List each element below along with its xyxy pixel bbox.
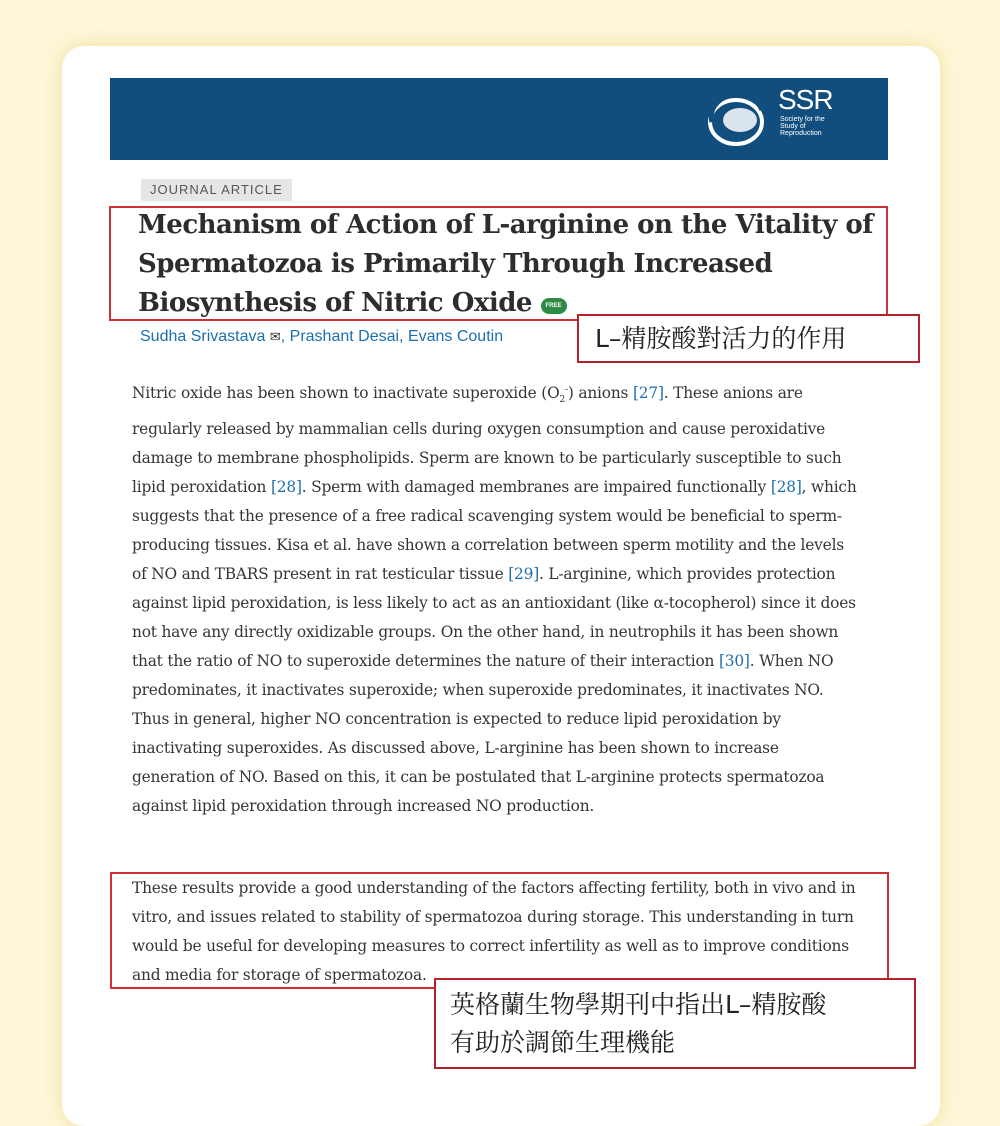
- author-separator: ,: [399, 328, 408, 345]
- citation-link[interactable]: [28]: [770, 478, 802, 497]
- text-run: . L-arginine, which provides protection against lipid peroxidation, is less likely to act as an antioxidant (like α-tocopherol) since it does not have any directly oxidizable groups. On the other hand, in neutrophils it has been shown that the ratio of NO to superoxide determines the nature of their interaction: [132, 565, 856, 671]
- text-run: , which suggests that the presence of a free radical scavenging system would be beneficial to sperm-producing tissues. Kisa et al. have shown a correlation between sperm motility and the levels of NO and TBARS present in rat testicular tissue: [132, 478, 857, 584]
- article-type-badge: JOURNAL ARTICLE: [141, 179, 292, 201]
- logo-text: SSR: [778, 84, 833, 115]
- superscript: -: [565, 385, 568, 395]
- citation-link[interactable]: [28]: [270, 478, 302, 497]
- body-paragraph-2: These results provide a good understanding of the factors affecting fertility, both in vivo and in vitro, and issues related to stability of spermatozoa during storage. This understanding in turn would be useful for developing measures to correct infertility as well as to improve conditions and media for storage of spermatozoa.: [132, 879, 856, 984]
- text-run: . These anions are regularly released by mammalian cells during oxygen consumption and cause peroxidative damage to membrane phospholipids. Sperm are known to be particularly susceptible to such lipid peroxidation: [132, 384, 842, 497]
- logo-subtext: Society for the Study of Reproduction: [780, 116, 825, 137]
- author-link[interactable]: Prashant Desai: [289, 328, 400, 345]
- author-link[interactable]: Evans Coutin: [407, 328, 504, 345]
- free-access-icon: FREE: [541, 298, 567, 314]
- title-callout: L–精胺酸對活力的作用: [577, 314, 920, 363]
- journal-banner: [110, 78, 888, 160]
- text-run: . When NO predominates, it inactivates superoxide; when superoxide predominates, it inactivates NO. Thus in general, higher NO concentration is expected to reduce lipid peroxidation by inactivating superoxides. As discussed above, L-arginine has been shown to increase generation of NO. Based on this, it can be postulated that L-arginine protects spermatozoa against lipid peroxidation through increased NO production.: [132, 652, 834, 816]
- author-list: [140, 328, 503, 346]
- subscript: 2: [559, 395, 566, 406]
- article-title-text: Mechanism of Action of L-arginine on the Vitality of Spermatozoa is Primarily Through Increased Biosynthesis of Nitric Oxide: [138, 210, 873, 318]
- conclusion-callout: 英格蘭生物學期刊中指出L–精胺酸 有助於調節生理機能: [434, 978, 916, 1069]
- text-run: . Sperm with damaged membranes are impaired functionally: [301, 478, 771, 497]
- text-run: Nitric oxide has been shown to inactivate superoxide (O: [132, 384, 560, 403]
- mail-icon[interactable]: ✉: [269, 329, 281, 344]
- citation-link[interactable]: [30]: [718, 652, 750, 671]
- text-run: ) anions: [567, 384, 633, 403]
- author-link[interactable]: Sudha Srivastava: [140, 328, 266, 345]
- conclusion-highlight-box: [110, 872, 889, 989]
- body-paragraph-1: [132, 376, 862, 821]
- title-highlight-box: [109, 206, 888, 321]
- citation-link[interactable]: [27]: [632, 384, 664, 403]
- author-separator: ,: [280, 328, 290, 345]
- citation-link[interactable]: [29]: [508, 565, 540, 584]
